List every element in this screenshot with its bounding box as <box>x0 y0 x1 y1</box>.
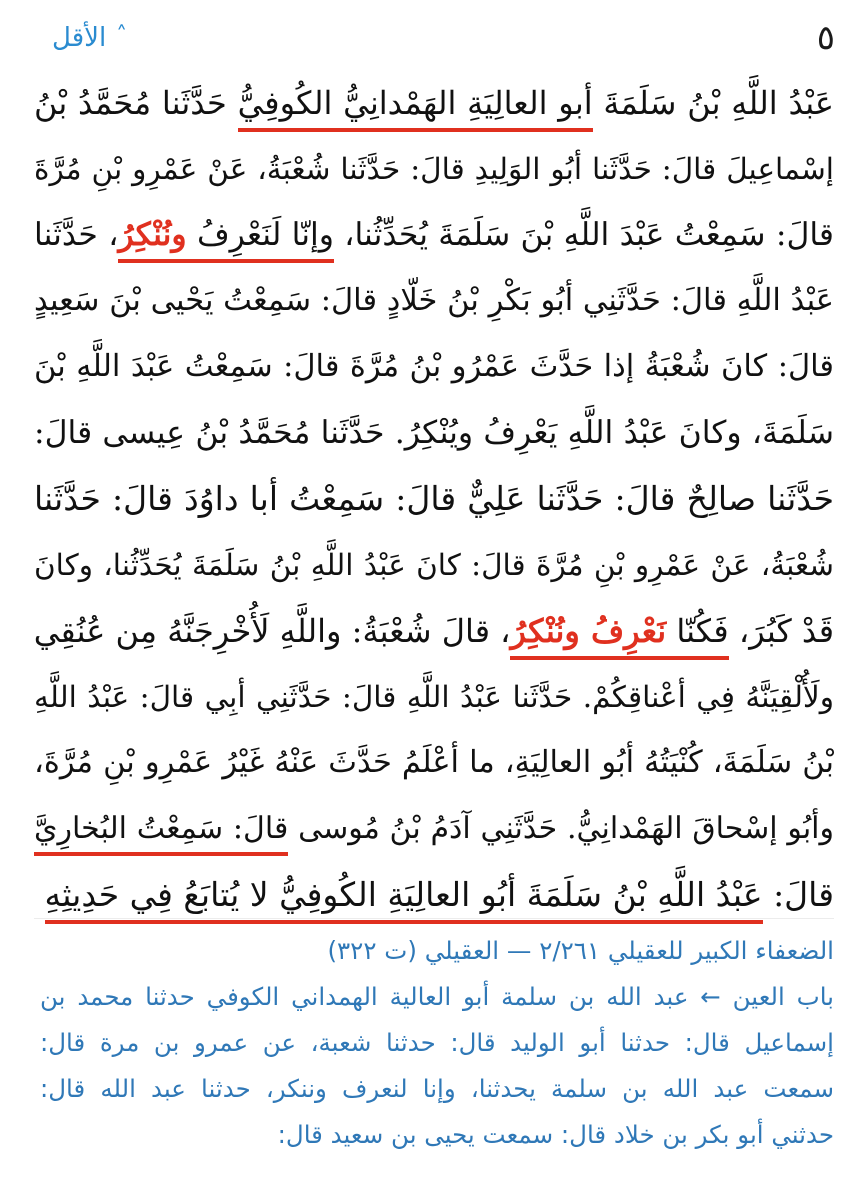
divider <box>34 918 834 919</box>
text-line: عَبْدُ اللَّهِ قالَ: حَدَّثَنِي أبُو بَكْرِ بْنُ خَلّادٍ قالَ: سَمِعْتُ يَحْيى بْنَ سَعِيدٍ <box>34 283 834 318</box>
text-segment: عَبْدُ اللَّهِ بْنُ سَلَمَةَ <box>592 84 835 122</box>
page-number: ٥ <box>816 18 835 58</box>
text-segment: وإنّا لَنَعْرِفُ <box>186 217 334 253</box>
underlined-phrase <box>510 612 728 660</box>
text-line: حَدَّثَنا صالِحٌ قالَ: حَدَّثَنا عَلِيٌّ قالَ: سَمِعْتُ أبا داوُدَ قالَ: حَدَّثَنا <box>34 479 834 518</box>
text-line: قالَ: كانَ شُعْبَةُ إذا حَدَّثَ عَمْرُو بْنُ مُرَّةَ قالَ: سَمِعْتُ عَبْدَ اللَّهِ بْنَ <box>34 349 834 384</box>
underlined-phrase: عَبْدُ اللَّهِ بْنُ سَلَمَةَ أبُو العالِيَةِ الكُوفِيُّ لا يُتابَعُ فِي حَدِيثِهِ <box>45 875 763 924</box>
text-line <box>34 796 834 862</box>
show-less-label: الأقل <box>52 23 107 53</box>
text-segment: قَدْ كَبُرَ، <box>728 612 834 650</box>
text-segment: حَدَّثَنا مُحَمَّدُ بْنُ <box>34 84 238 122</box>
underlined-phrase <box>118 217 334 263</box>
underlined-phrase: أبو العالِيَةِ الهَمْدانِيُّ الكُوفِيُّ <box>238 84 593 132</box>
book-text <box>34 70 834 928</box>
show-less-toggle[interactable] <box>52 20 127 56</box>
text-segment: قالَ: سَمِعْتُ عَبْدَ اللَّهِ بْنَ سَلَمَةَ يُحَدِّثُنا، <box>333 217 834 253</box>
text-segment: وأبُو إسْحاقَ الهَمْدانِيُّ. حَدَّثَنِي آدَمُ بْنُ مُوسى <box>288 811 834 846</box>
source-line: إسماعيل قال: حدثنا أبو الوليد قال: حدثنا شعبة، عن عمرو بن مرة قال: <box>40 1028 834 1057</box>
text-line <box>34 202 834 268</box>
text-line: سَلَمَةَ، وكانَ عَبْدُ اللَّهِ يَعْرِفُ ويُنْكِرُ. حَدَّثَنا مُحَمَّدُ بْنُ عِيسى قالَ: <box>34 415 834 451</box>
text-line <box>34 70 834 136</box>
text-segment: ، حَدَّثَنا <box>34 217 119 253</box>
underlined-phrase: قالَ: سَمِعْتُ البُخارِيَّ <box>34 811 288 856</box>
source-line: سمعت عبد الله بن سلمة يحدثنا، وإنا لنعرف وننكر، حدثنا عبد الله قال: <box>40 1074 834 1103</box>
chevron-up-icon: ˄ <box>116 23 128 48</box>
highlighted-word: ونُنْكِرُ <box>118 216 187 253</box>
text-line: ولَأُلْقِيَنَّهُ فِي أعْناقِكُمْ. حَدَّثَنا عَبْدُ اللَّهِ قالَ: حَدَّثَنِي أبِي قالَ: عَبْدُ اللَّهِ <box>34 680 835 714</box>
text-segment: قالَ: <box>762 875 834 914</box>
text-line: شُعْبَةُ، عَنْ عَمْرِو بْنِ مُرَّةَ قالَ: كانَ عَبْدُ اللَّهِ بْنُ سَلَمَةَ يُحَدِّثُنا، وكانَ <box>34 548 834 582</box>
page-header <box>0 14 867 64</box>
text-line <box>34 598 834 664</box>
text-line: إسْماعِيلَ قالَ: حَدَّثَنا أبُو الوَلِيدِ قالَ: حَدَّثَنا شُعْبَةُ، عَنْ عَمْرِو بْنِ مُرَّةَ <box>34 152 834 186</box>
source-reference[interactable] <box>40 928 834 1158</box>
highlighted-word: نَعْرِفُ ونُنْكِرُ <box>510 612 667 650</box>
source-citation[interactable]: الضعفاء الكبير للعقيلي ٢/٢٦١ — العقيلي (ت ٣٢٢) <box>327 936 834 965</box>
source-line: حدثني أبو بكر بن خلاد قال: سمعت يحيى بن سعيد قال: <box>277 1120 834 1149</box>
source-line: باب العين ← عبد الله بن سلمة أبو العالية الهمداني الكوفي حدثنا محمد بن <box>40 982 834 1011</box>
text-line: بْنُ سَلَمَةَ، كُنْيَتُهُ أبُو العالِيَةِ، ما أعْلَمُ حَدَّثَ عَنْهُ غَيْرُ عَمْرِو بْنِ مُرَّةَ، <box>34 745 834 780</box>
text-segment: فَكُنّا <box>666 612 729 650</box>
text-segment: ، قالَ شُعْبَةُ: واللَّهِ لَأُخْرِجَنَّهُ مِن عُنُقِي <box>33 612 511 650</box>
